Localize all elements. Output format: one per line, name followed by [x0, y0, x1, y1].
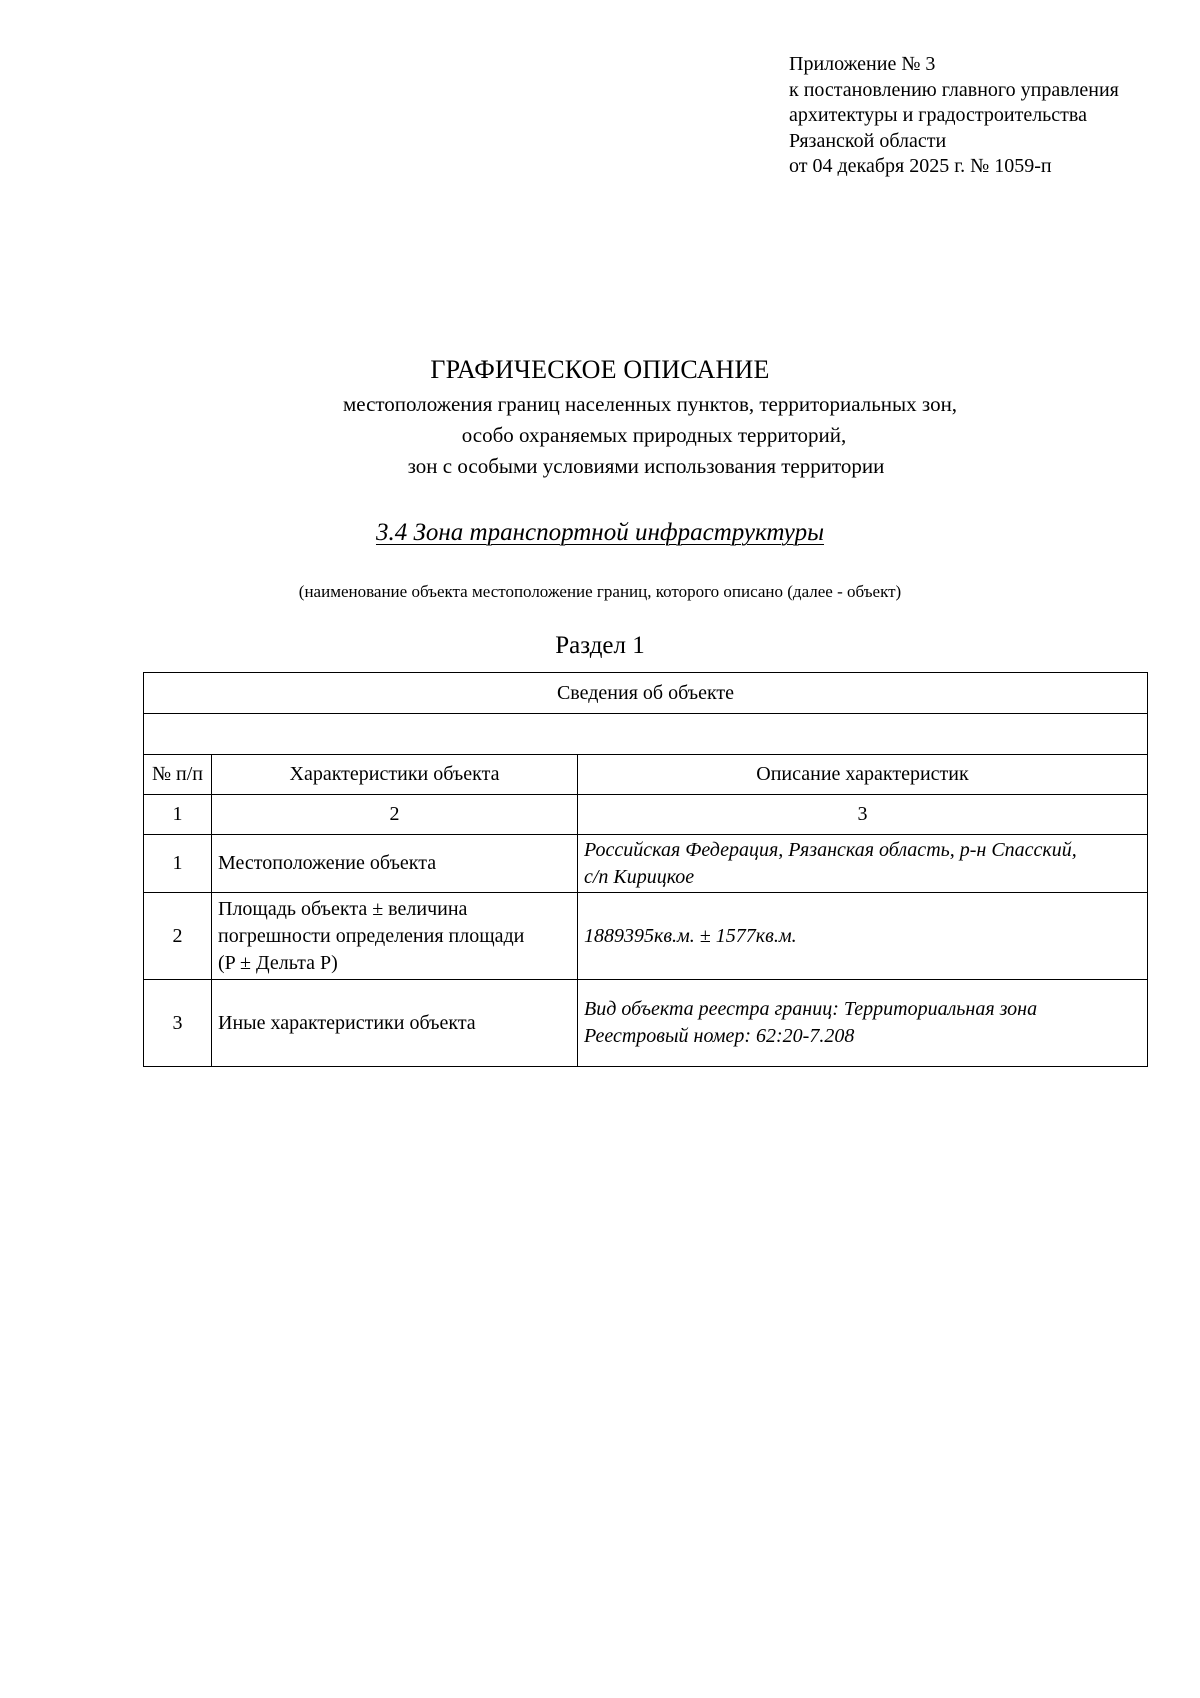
characteristic-line: погрешности определения площади — [218, 924, 525, 947]
column-header-description: Описание характеристик — [578, 755, 1148, 795]
row-description — [578, 893, 1148, 980]
object-info-table — [143, 672, 1148, 1067]
appendix-line: Приложение № 3 — [789, 53, 936, 75]
section-title: Раздел 1 — [555, 632, 645, 659]
description-line: Российская Федерация, Рязанская область, р-н Спасский, — [584, 838, 1077, 861]
table-column-index-row — [144, 795, 1148, 835]
characteristic-line: Иные характеристики объекта — [218, 1011, 476, 1034]
characteristic-line: Площадь объекта ± величина — [218, 897, 468, 920]
table-column-header-row — [144, 755, 1148, 795]
column-index: 2 — [212, 795, 578, 835]
document-subtitle-line: зон с особыми условиями использования территории — [407, 454, 885, 478]
row-number: 2 — [144, 893, 212, 980]
row-number: 3 — [144, 980, 212, 1067]
characteristic-line: (P ± Дельта P) — [218, 951, 338, 974]
column-header-characteristic: Характеристики объекта — [212, 755, 578, 795]
row-description — [578, 980, 1148, 1067]
table-row — [144, 835, 1148, 893]
table-row — [144, 893, 1148, 980]
row-number: 1 — [144, 835, 212, 893]
appendix-line: к постановлению главного управления — [789, 78, 1119, 101]
row-characteristic — [212, 980, 578, 1067]
document-subtitle-line: особо охраняемых природных территорий, — [461, 423, 847, 447]
description-line: Реестровый номер: 62:20-7.208 — [584, 1025, 855, 1047]
object-name: 3.4 Зона транспортной инфраструктуры — [375, 519, 825, 546]
table-header-row — [144, 673, 1148, 714]
appendix-block — [789, 52, 1119, 180]
row-description — [578, 835, 1148, 893]
column-header-number: № п/п — [144, 755, 212, 795]
description-line: с/п Кирицкое — [584, 865, 695, 888]
description-line: 1889395кв.м. ± 1577кв.м. — [584, 924, 797, 947]
row-characteristic — [212, 835, 578, 893]
appendix-line: Рязанской области — [789, 129, 947, 152]
object-caption: (наименование объекта местоположение границ, которого описано (далее - объект) — [298, 582, 902, 601]
description-line: Вид объекта реестра границ: Территориальная зона — [584, 998, 1038, 1020]
table-empty-row — [144, 714, 1148, 755]
characteristic-line: Местоположение объекта — [218, 852, 437, 874]
table-header: Сведения об объекте — [144, 673, 1148, 714]
column-index: 3 — [578, 795, 1148, 835]
table-empty-cell — [144, 714, 1148, 755]
column-index: 1 — [144, 795, 212, 835]
appendix-line: архитектуры и градостроительства — [789, 104, 1087, 126]
table-row — [144, 980, 1148, 1067]
document-title: ГРАФИЧЕСКОЕ ОПИСАНИЕ — [430, 355, 770, 384]
appendix-line: от 04 декабря 2025 г. № 1059-п — [789, 155, 1052, 177]
row-characteristic — [212, 893, 578, 980]
document-subtitle-line: местоположения границ населенных пунктов, территориальных зон, — [342, 392, 958, 416]
